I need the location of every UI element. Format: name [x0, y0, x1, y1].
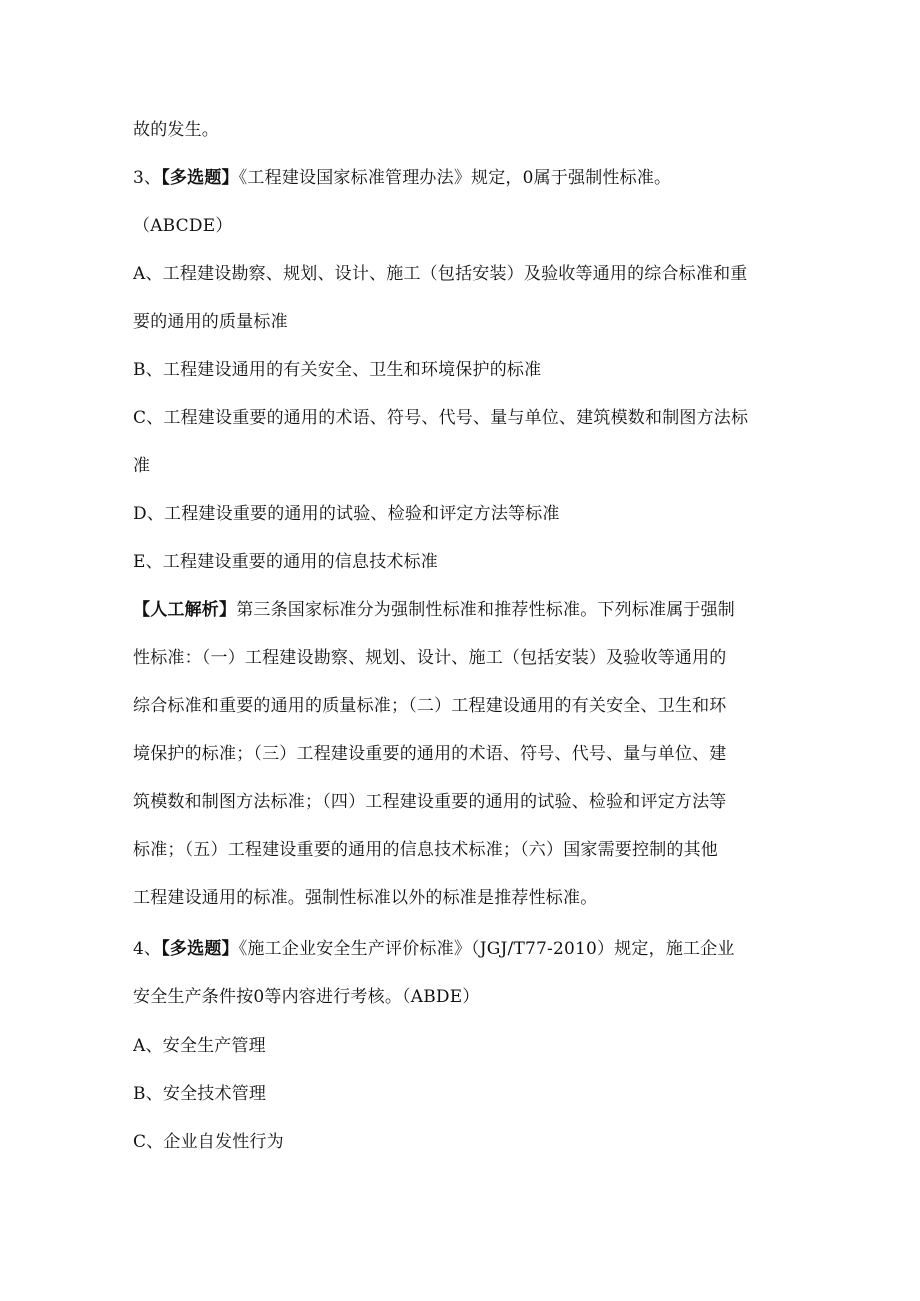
analysis-line7: 工程建设通用的标准。强制性标准以外的标准是推荐性标准。 [133, 888, 598, 908]
question-text: 《施工企业安全生产评价标准》（JGJ/T77-2010）规定，施工企业 [238, 939, 735, 959]
option-b: B、工程建设通用的有关安全、卫生和环境保护的标准 [133, 360, 542, 380]
question-3-answer: （ABCDE） [133, 216, 233, 236]
analysis-line3: 综合标准和重要的通用的质量标准；（二）工程建设通用的有关安全、卫生和环 [133, 696, 727, 716]
option-c-line1: C、工程建设重要的通用的术语、符号、代号、量与单位、建筑模数和制图方法标 [133, 408, 749, 428]
question-4-title-line2: 安全生产条件按0等内容进行考核。（ABDE） [133, 987, 480, 1007]
q4-option-b: B、安全技术管理 [133, 1084, 267, 1104]
question-number: 4、 [133, 939, 162, 959]
option-c-line2: 准 [133, 456, 151, 476]
option-a-line1: A、工程建设勘察、规划、设计、施工（包括安装）及验收等通用的综合标准和重 [133, 264, 748, 284]
text-line: 故的发生。 [133, 120, 219, 140]
question-4-title [133, 937, 793, 961]
analysis-label: 【人工解析】 [133, 600, 237, 620]
question-number: 3、 [133, 168, 162, 188]
question-type: 【多选题】 [161, 168, 239, 188]
analysis-line5: 筑模数和制图方法标准；（四）工程建设重要的通用的试验、检验和评定方法等 [133, 792, 727, 812]
option-d: D、工程建设重要的通用的试验、检验和评定方法等标准 [133, 504, 560, 524]
analysis-text: 第三条国家标准分为强制性标准和推荐性标准。下列标准属于强制 [236, 600, 736, 620]
analysis-line2: 性标准：（一）工程建设勘察、规划、设计、施工（包括安装）及验收等通用的 [133, 648, 727, 668]
analysis-line4: 境保护的标准；（三）工程建设重要的通用的术语、符号、代号、量与单位、建 [133, 744, 727, 764]
analysis-line1 [133, 598, 793, 622]
option-a-line2: 要的通用的质量标准 [133, 312, 288, 332]
q4-option-c: C、企业自发性行为 [133, 1132, 284, 1152]
question-type: 【多选题】 [161, 939, 239, 959]
question-text: 《工程建设国家标准管理办法》规定，0属于强制性标准。 [238, 168, 672, 188]
q4-option-a: A、安全生产管理 [133, 1036, 266, 1056]
option-e: E、工程建设重要的通用的信息技术标准 [133, 552, 439, 572]
analysis-line6: 标准；（五）工程建设重要的通用的信息技术标准；（六）国家需要控制的其他 [133, 840, 718, 860]
question-3-title [133, 166, 793, 190]
